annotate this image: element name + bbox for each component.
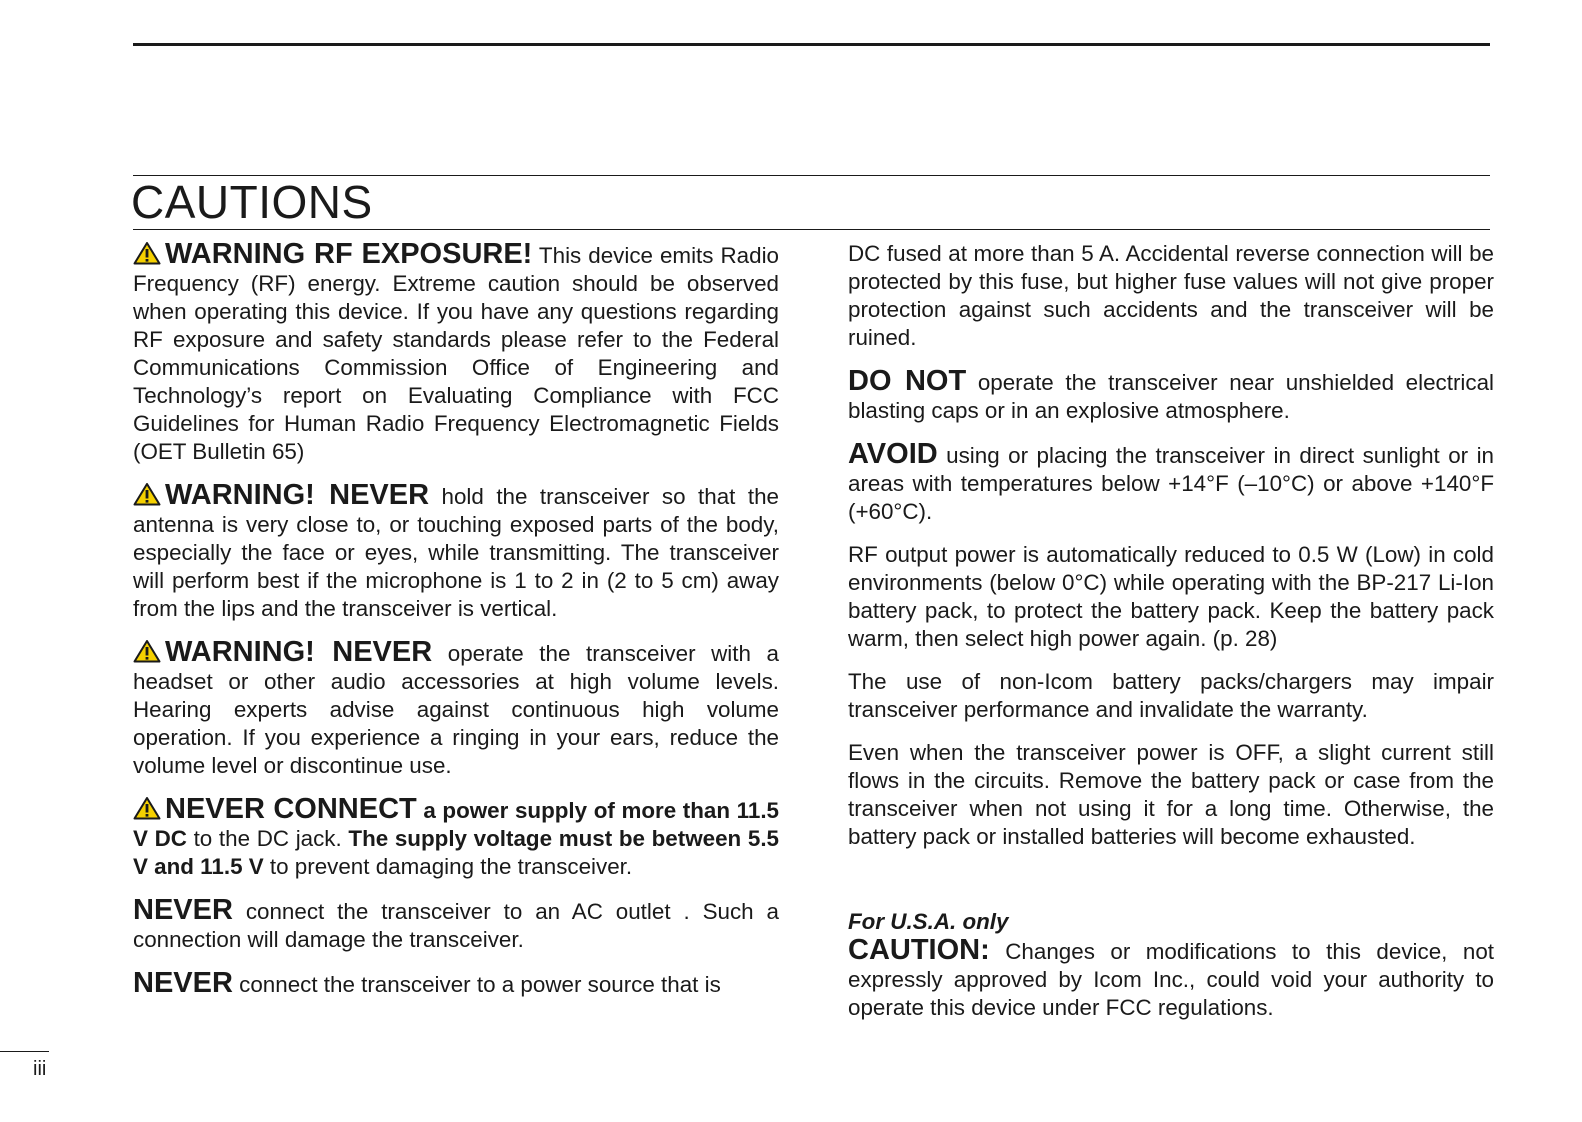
headset-warning bbox=[133, 638, 779, 780]
right-column bbox=[848, 240, 1494, 1037]
page-number: iii bbox=[33, 1058, 47, 1080]
avoid-caution bbox=[848, 440, 1494, 526]
caution-lead: CAUTION: bbox=[848, 934, 990, 966]
rf-output-paragraph: RF output power is automatically reduced to 0.5 W (Low) in cold environments (below 0°C) while operating with the BP-217 Li-Ion battery pack, to protect the battery pack. Keep the battery pack warm, then select high power again. (p. 28) bbox=[848, 542, 1494, 651]
do-not-lead: DO NOT bbox=[848, 365, 967, 397]
title-bottom-rule bbox=[133, 229, 1490, 230]
power-supply-text-1: to the DC jack. bbox=[186, 826, 349, 851]
usa-only-heading: For U.S.A. only bbox=[848, 909, 1009, 934]
warning-triangle-icon bbox=[133, 639, 161, 663]
fuse-continued-paragraph: DC fused at more than 5 A. Accidental reverse connection will be protected by this fuse, but higher fuse values will not give proper protection against such accidents and the transceiver will be ruined. bbox=[848, 241, 1494, 350]
warning-triangle-icon bbox=[133, 796, 161, 820]
power-source-warning bbox=[133, 969, 779, 999]
power-supply-bold-2: The supply voltage must be between 5.5 V and 11.5 V bbox=[133, 826, 779, 879]
avoid-lead: AVOID bbox=[848, 438, 938, 470]
section-spacer bbox=[848, 866, 1494, 908]
do-not-caution bbox=[848, 367, 1494, 425]
do-not-text: operate the transceiver near unshielded electrical blasting caps or in an explosive atmosphere. bbox=[848, 370, 1494, 423]
warning-triangle-icon bbox=[133, 482, 161, 506]
ac-outlet-warning bbox=[133, 896, 779, 954]
rf-exposure-warning bbox=[133, 240, 779, 466]
power-supply-bold-1: a power supply of more than 11.5 V DC bbox=[133, 798, 779, 851]
headset-warning-text: operate the transceiver with a headset or other audio accessories at high volume levels. Hearing experts advise against continuous high volume operation. If you experience a ringing in your ears, reduce the volume level or discontinue use. bbox=[133, 641, 779, 778]
ac-outlet-text: connect the transceiver to an AC outlet . Such a connection will damage the transceiver. bbox=[133, 899, 779, 952]
fcc-caution bbox=[848, 936, 1494, 1022]
warning-triangle-icon bbox=[133, 241, 161, 265]
folio-rule bbox=[0, 1051, 49, 1052]
power-supply-warning bbox=[133, 795, 779, 881]
power-source-lead: NEVER bbox=[133, 967, 233, 999]
headset-warning-lead: WARNING! NEVER bbox=[165, 636, 433, 668]
antenna-warning-text: hold the transceiver so that the antenna is very close to, or touching exposed parts of the body, especially the face or eyes, while transmitting. The transceiver will perform best if the microphone is 1 to 2 in (2 to 5 cm) away from the lips and the transceiver is vertical. bbox=[133, 484, 779, 621]
left-column bbox=[133, 240, 779, 1014]
caution-text: Changes or modifications to this device, not expressly approved by Icom Inc., could void your authority to operate this device under FCC regulations. bbox=[848, 939, 1494, 1020]
non-icom-paragraph: The use of non-Icom battery packs/chargers may impair transceiver performance and invalidate the warranty. bbox=[848, 669, 1494, 722]
ac-outlet-lead: NEVER bbox=[133, 894, 233, 926]
power-supply-lead: NEVER CONNECT bbox=[165, 793, 417, 825]
antenna-warning-lead: WARNING! NEVER bbox=[165, 479, 430, 511]
power-source-text: connect the transceiver to a power source that is bbox=[232, 972, 721, 997]
avoid-text: using or placing the transceiver in direct sunlight or in areas with temperatures below +14°F (–10°C) or above +140°F (+60°C). bbox=[848, 443, 1494, 524]
header-rule bbox=[133, 43, 1490, 46]
power-off-paragraph: Even when the transceiver power is OFF, a slight current still flows in the circuits. Remove the battery pack or case from the transceiver when not using it for a long time. Otherwise, the battery pack or installed batteries will become exhausted. bbox=[848, 740, 1494, 849]
rf-exposure-lead: WARNING RF EXPOSURE! bbox=[165, 238, 533, 270]
page-title: CAUTIONS bbox=[131, 176, 373, 228]
rf-exposure-text: This device emits Radio Frequency (RF) energy. Extreme caution should be observed when operating this device. If you have any questions regarding RF exposure and safety standards please refer to the Federal Communications Commission Office of Engineering and Technology’s report on Evaluating Compliance with FCC Guidelines for Human Radio Frequency Electromagnetic Fields (OET Bulletin 65) bbox=[133, 243, 779, 464]
power-supply-text-2: to prevent damaging the transceiver. bbox=[263, 854, 633, 879]
antenna-warning bbox=[133, 481, 779, 623]
